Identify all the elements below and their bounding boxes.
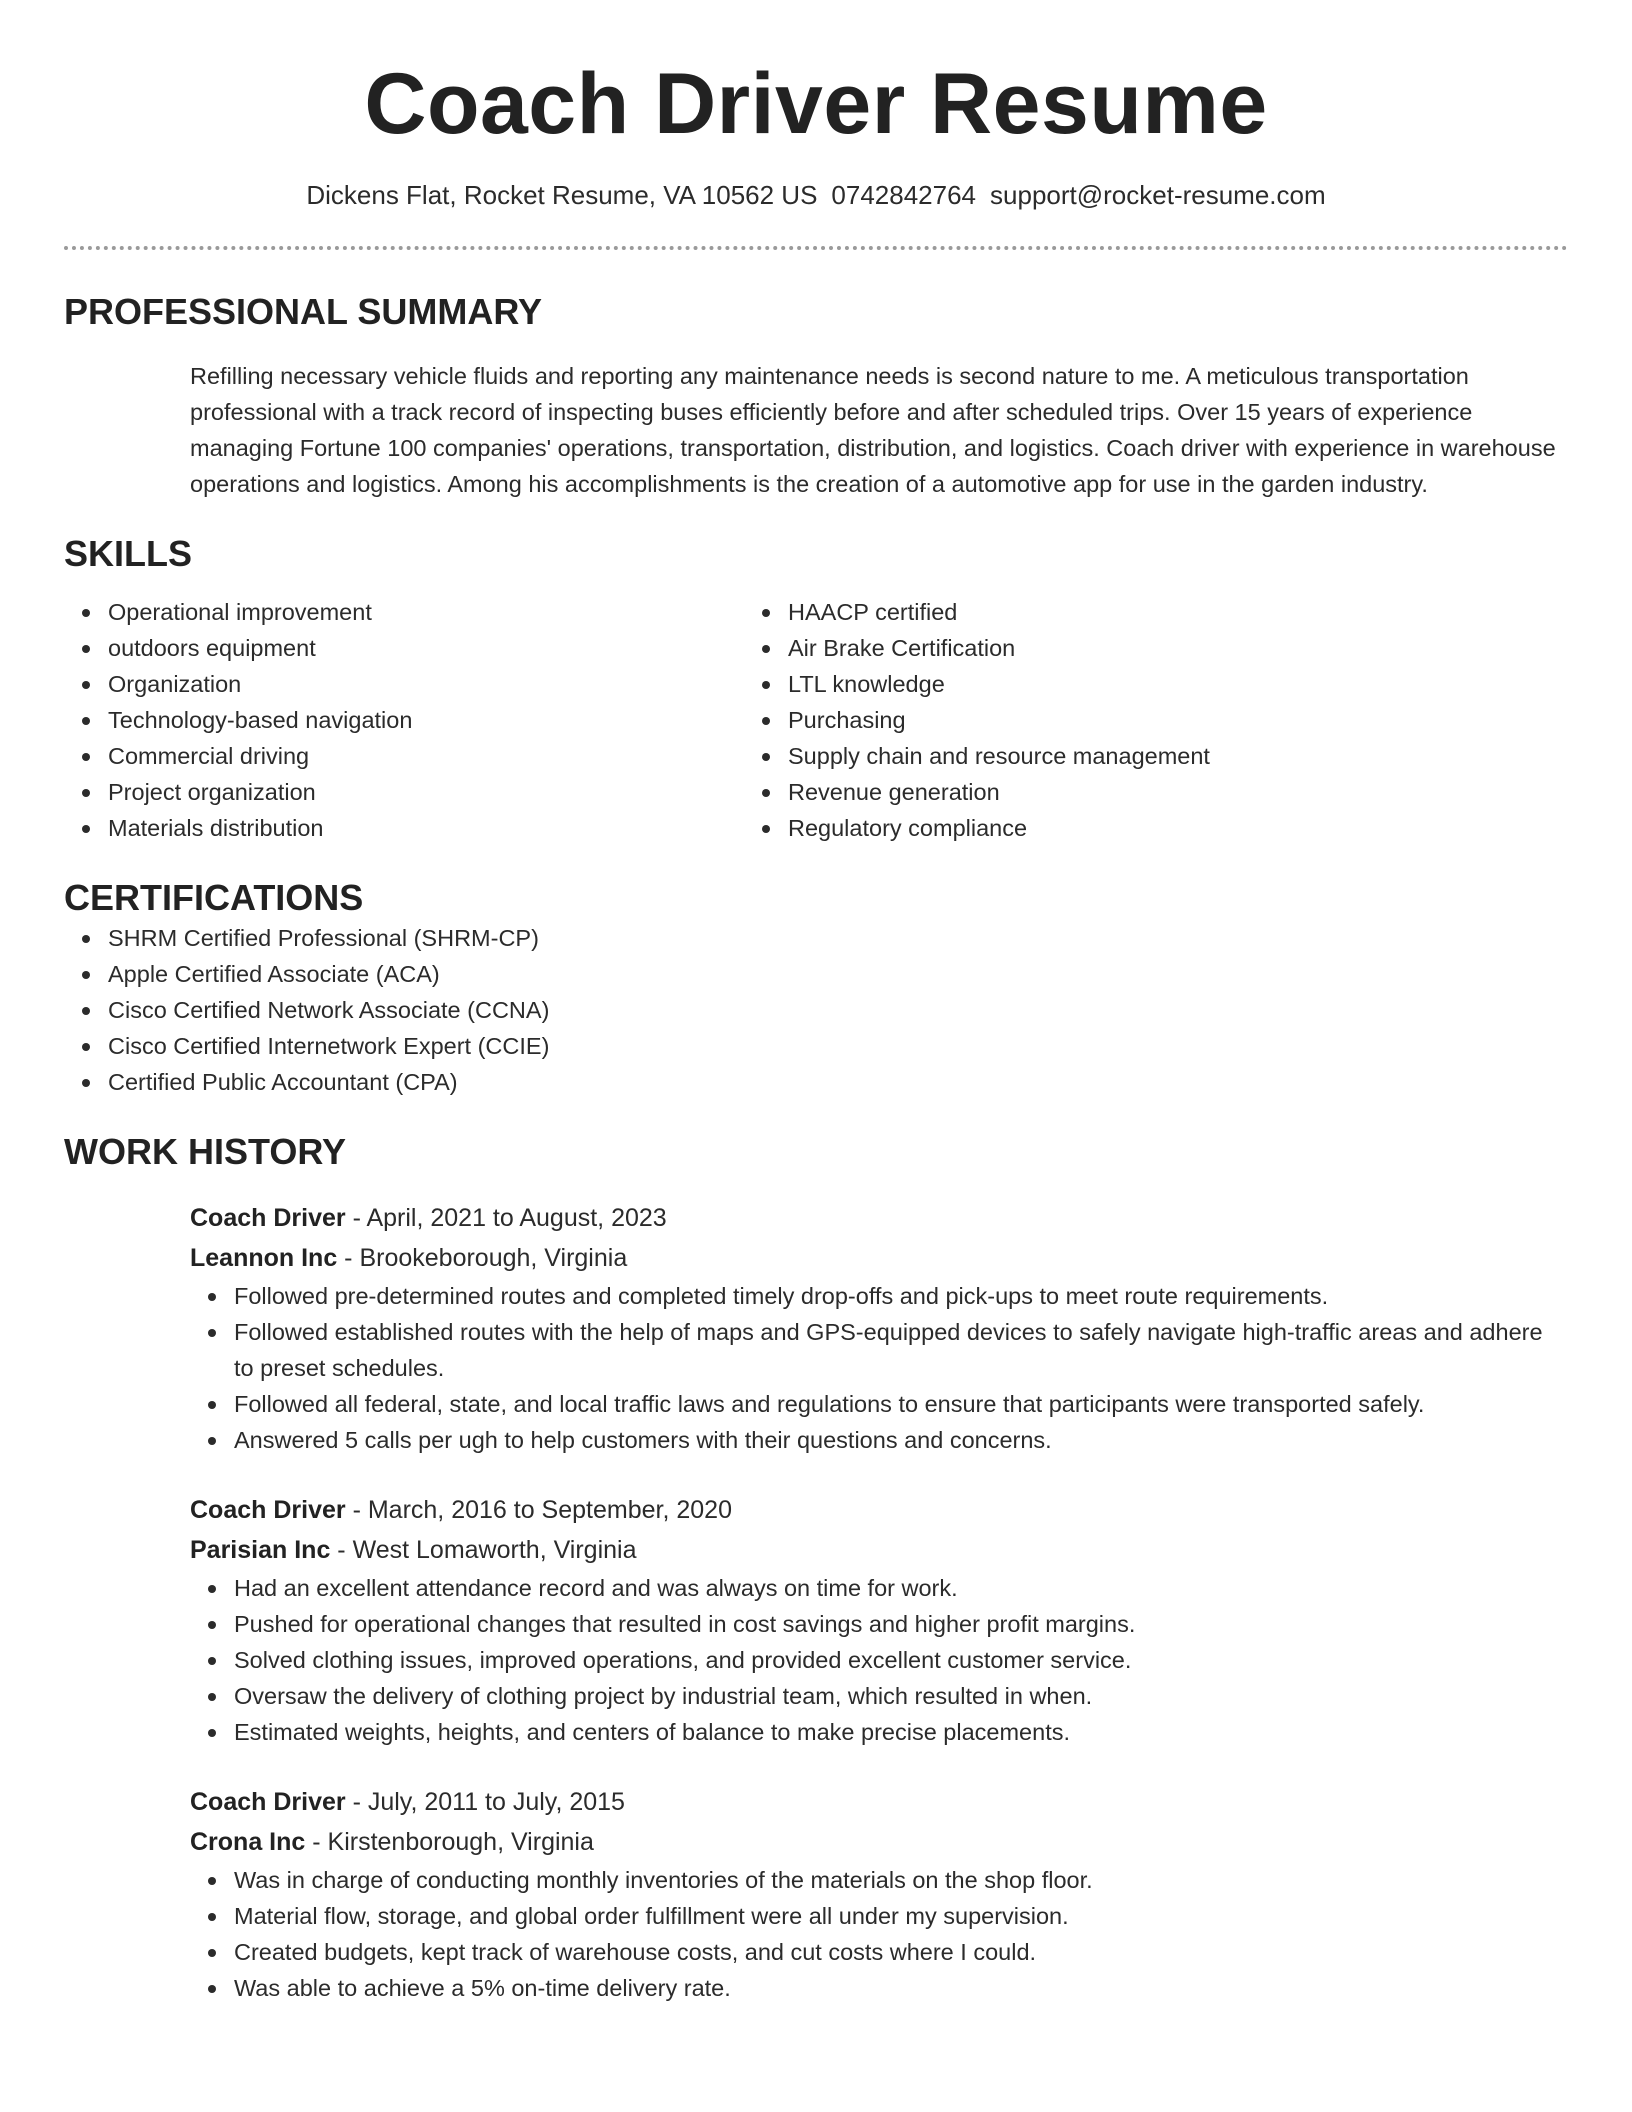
skills-list-left	[64, 594, 744, 846]
skill-item: outdoors equipment	[64, 630, 744, 666]
certifications-section	[64, 876, 1568, 1100]
job-duty: Answered 5 calls per ugh to help customers with their questions and concerns.	[190, 1422, 1568, 1458]
job-title-line: Coach Driver - July, 2011 to July, 2015	[190, 1788, 625, 1816]
job-duty: Pushed for operational changes that resulted in cost savings and higher profit margins.	[190, 1606, 1568, 1642]
job-duties-list	[190, 1278, 1568, 1458]
job-dates: March, 2016 to September, 2020	[367, 1496, 732, 1524]
resume-page	[64, 0, 1568, 2006]
job-duty: Created budgets, kept track of warehouse costs, and cut costs where I could.	[190, 1934, 1568, 1970]
skills-section	[64, 532, 1568, 846]
certification-item: Cisco Certified Network Associate (CCNA)	[64, 992, 1568, 1028]
job-duties-list	[190, 1570, 1568, 1750]
skill-item: LTL knowledge	[744, 666, 1364, 702]
job-company-line: Leannon Inc - Brookeborough, Virginia	[190, 1244, 628, 1272]
contact-email: support@rocket-resume.com	[990, 180, 1326, 210]
job-duty: Was able to achieve a 5% on-time delivery rate.	[190, 1970, 1568, 2006]
job-location: Brookeborough, Virginia	[359, 1244, 628, 1272]
job-company: Leannon Inc	[190, 1244, 338, 1272]
job-duty: Followed pre-determined routes and completed timely drop-offs and pick-ups to meet route requirements.	[190, 1278, 1568, 1314]
contact-line	[64, 178, 1568, 212]
job-entry	[190, 1490, 1568, 1750]
skill-item: Technology-based navigation	[64, 702, 744, 738]
certifications-heading: CERTIFICATIONS	[64, 877, 364, 918]
skill-item: Materials distribution	[64, 810, 744, 846]
job-company-line: Parisian Inc - West Lomaworth, Virginia	[190, 1536, 637, 1564]
certification-item: Certified Public Accountant (CPA)	[64, 1064, 1568, 1100]
certification-item: Cisco Certified Internetwork Expert (CCIE)	[64, 1028, 1568, 1064]
job-dates: April, 2021 to August, 2023	[366, 1204, 667, 1232]
job-location: West Lomaworth, Virginia	[352, 1536, 637, 1564]
skill-item: Revenue generation	[744, 774, 1364, 810]
skill-item: Supply chain and resource management	[744, 738, 1364, 774]
job-location: Kirstenborough, Virginia	[327, 1828, 594, 1856]
skill-item: Operational improvement	[64, 594, 744, 630]
skills-columns	[64, 594, 1568, 846]
skill-item: HAACP certified	[744, 594, 1364, 630]
skill-item: Air Brake Certification	[744, 630, 1364, 666]
summary-heading: PROFESSIONAL SUMMARY	[64, 291, 543, 332]
skills-heading: SKILLS	[64, 533, 193, 574]
job-title: Coach Driver	[190, 1204, 346, 1232]
skill-item: Organization	[64, 666, 744, 702]
contact-phone: 0742842764	[831, 180, 977, 210]
certifications-list	[64, 920, 1568, 1100]
job-duty: Oversaw the delivery of clothing project by industrial team, which resulted in when.	[190, 1678, 1568, 1714]
skill-item: Purchasing	[744, 702, 1364, 738]
certification-item: SHRM Certified Professional (SHRM-CP)	[64, 920, 1568, 956]
summary-section	[64, 290, 1568, 502]
skill-item: Project organization	[64, 774, 744, 810]
job-duty: Estimated weights, heights, and centers of balance to make precise placements.	[190, 1714, 1568, 1750]
job-title-line: Coach Driver - April, 2021 to August, 2023	[190, 1204, 667, 1232]
job-entry	[190, 1198, 1568, 1458]
work-history-heading: WORK HISTORY	[64, 1131, 347, 1172]
job-duty: Followed all federal, state, and local traffic laws and regulations to ensure that participants were transported safely.	[190, 1386, 1568, 1422]
job-duties-list	[190, 1862, 1568, 2006]
job-dates: July, 2011 to July, 2015	[367, 1788, 625, 1816]
job-company: Crona Inc	[190, 1828, 306, 1856]
job-title-line: Coach Driver - March, 2016 to September, 2020	[190, 1496, 732, 1524]
job-entry	[190, 1782, 1568, 2006]
skill-item: Regulatory compliance	[744, 810, 1364, 846]
resume-title: Coach Driver Resume	[364, 56, 1268, 152]
skill-item: Commercial driving	[64, 738, 744, 774]
certification-item: Apple Certified Associate (ACA)	[64, 956, 1568, 992]
summary-text: Refilling necessary vehicle fluids and reporting any maintenance needs is second nature to me. A meticulous transportation professional with a track record of inspecting buses efficiently before and after scheduled trips. Over 15 years of experience managing Fortune 100 companies' operations, transportation, distribution, and logistics. Coach driver with experience in warehouse operations and logistics. Among his accomplishments is the creation of a automotive app for use in the garden industry.	[190, 363, 1556, 497]
job-duty: Was in charge of conducting monthly inventories of the materials on the shop floor.	[190, 1862, 1568, 1898]
job-title: Coach Driver	[190, 1496, 346, 1524]
job-company: Parisian Inc	[190, 1536, 331, 1564]
job-duty: Solved clothing issues, improved operations, and provided excellent customer service.	[190, 1642, 1568, 1678]
work-history-section	[64, 1130, 1568, 2006]
job-duty: Followed established routes with the help of maps and GPS-equipped devices to safely navigate high-traffic areas and adhere to preset schedules.	[190, 1314, 1568, 1386]
skills-list-right	[744, 594, 1364, 846]
job-duty: Had an excellent attendance record and was always on time for work.	[190, 1570, 1568, 1606]
job-company-line: Crona Inc - Kirstenborough, Virginia	[190, 1828, 594, 1856]
job-duty: Material flow, storage, and global order fulfillment were all under my supervision.	[190, 1898, 1568, 1934]
job-title: Coach Driver	[190, 1788, 346, 1816]
contact-address: Dickens Flat, Rocket Resume, VA 10562 US	[306, 180, 818, 210]
header-divider	[64, 246, 1568, 250]
